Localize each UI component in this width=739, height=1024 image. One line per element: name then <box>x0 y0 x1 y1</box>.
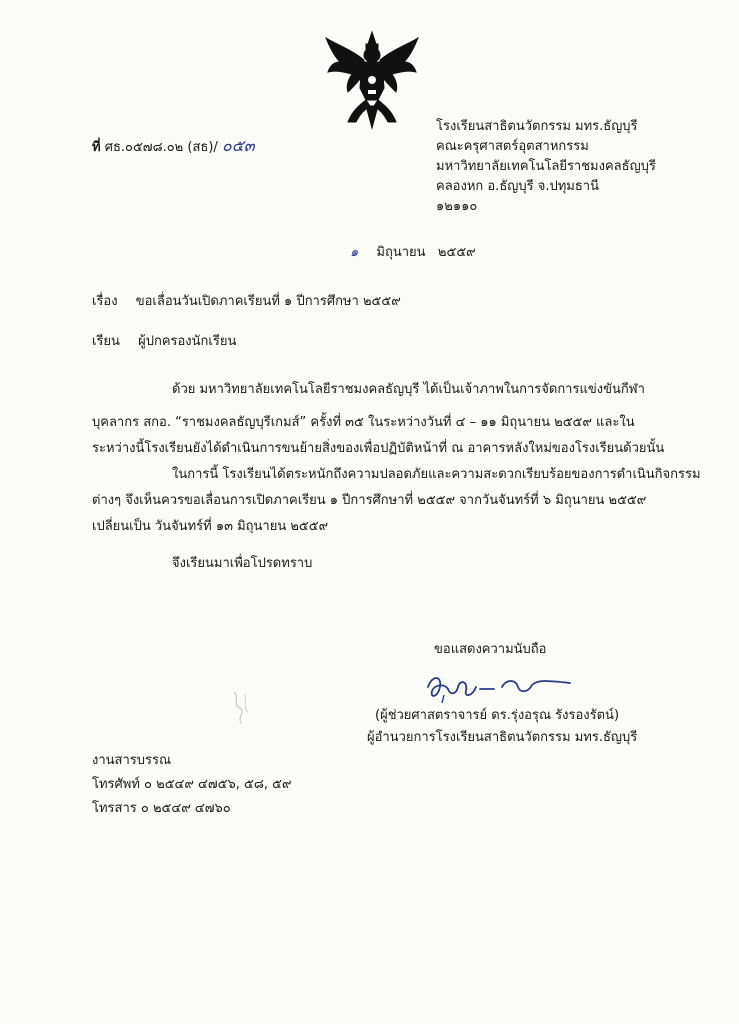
handwritten-reference-number: ๐๕๓ <box>221 136 255 155</box>
paragraph-line: บุคลากร สกอ. “ราชมงคลธัญบุรีเกมส์” ครั้งที่ ๓๕ ในระหว่างวันที่ ๔ – ๑๑ มิถุนายน ๒๕๕๙ และใน <box>92 415 635 430</box>
paragraph-line: ระหว่างนี้โรงเรียนยังได้ดำเนินการขนย้ายสิ่งของเพื่อปฏิบัติหน้าที่ ณ อาคารหลังใหม่ของโรงเรียนด้วยนั้น <box>92 441 665 456</box>
school-address <box>436 117 656 217</box>
paragraph-line: ด้วย มหาวิทยาลัยเทคโนโลยีราชมงคลธัญบุรี ได้เป็นเจ้าภาพในการจัดการแข่งขันกีฬา <box>172 382 645 397</box>
address-line: โรงเรียนสาธิตนวัตกรรม มทร.ธัญบุรี <box>436 119 638 134</box>
recipient-text: ผู้ปกครองนักเรียน <box>138 334 237 349</box>
date-month-year: มิถุนายน ๒๕๕๙ <box>376 245 476 260</box>
signatory-name: (ผู้ช่วยศาสตราจารย์ ดร.รุ่งอรุณ รังรองรัตน์) <box>375 708 620 723</box>
handwritten-signature <box>420 665 580 705</box>
date-day: ๑ <box>350 245 359 260</box>
paragraph-line: ต่างๆ จึงเห็นควรขอเลื่อนการเปิดภาคเรียน ๑ ปีการศึกษาที่ ๒๕๕๙ จากวันจันทร์ที่ ๖ มิถุนายน ๒๕๕๙ <box>92 493 647 508</box>
reference-line <box>92 137 255 156</box>
recipient-label: เรียน <box>92 334 120 349</box>
address-line: คณะครุศาสตร์อุตสาหกรรม <box>436 139 589 154</box>
footer-fax: โทรสาร ๐ ๒๕๔๙ ๔๗๖๐ <box>92 801 231 816</box>
regards-text: ขอแสดงความนับถือ <box>434 642 547 657</box>
recipient-line <box>92 333 236 350</box>
signatory-title: ผู้อำนวยการโรงเรียนสาธิตนวัตกรรม มทร.ธัญบุรี <box>367 730 638 745</box>
footer-department: งานสารบรรณ <box>92 753 172 768</box>
paragraph-line: เปลี่ยนเป็น วันจันทร์ที่ ๑๓ มิถุนายน ๒๕๕๙ <box>92 519 329 534</box>
address-line: คลองหก อ.ธัญบุรี จ.ปทุมธานี <box>436 179 599 194</box>
closing-text: จึงเรียนมาเพื่อโปรดทราบ <box>172 556 313 571</box>
letter-date <box>350 244 476 261</box>
subject-label: เรื่อง <box>92 294 118 309</box>
garuda-emblem-icon <box>322 30 422 130</box>
footer-phone: โทรศัพท์ ๐ ๒๕๔๙ ๔๗๕๖, ๕๘, ๕๙ <box>92 777 292 792</box>
subject-line <box>92 293 401 310</box>
address-line: มหาวิทยาลัยเทคโนโลยีราชมงคลธัญบุรี <box>436 159 656 174</box>
reference-number: ศธ.๐๕๗๘.๐๒ (สธ)/ <box>104 140 218 155</box>
paragraph-line: ในการนี้ โรงเรียนได้ตระหนักถึงความปลอดภัยและความสะดวกเรียบร้อยของการดำเนินกิจกรรม <box>172 467 701 482</box>
address-line: ๑๒๑๑๐ <box>436 199 478 214</box>
subject-text: ขอเลื่อนวันเปิดภาคเรียนที่ ๑ ปีการศึกษา ๒๕๕๙ <box>135 294 401 309</box>
pencil-mark <box>226 688 256 728</box>
reference-label: ที่ <box>92 140 101 155</box>
